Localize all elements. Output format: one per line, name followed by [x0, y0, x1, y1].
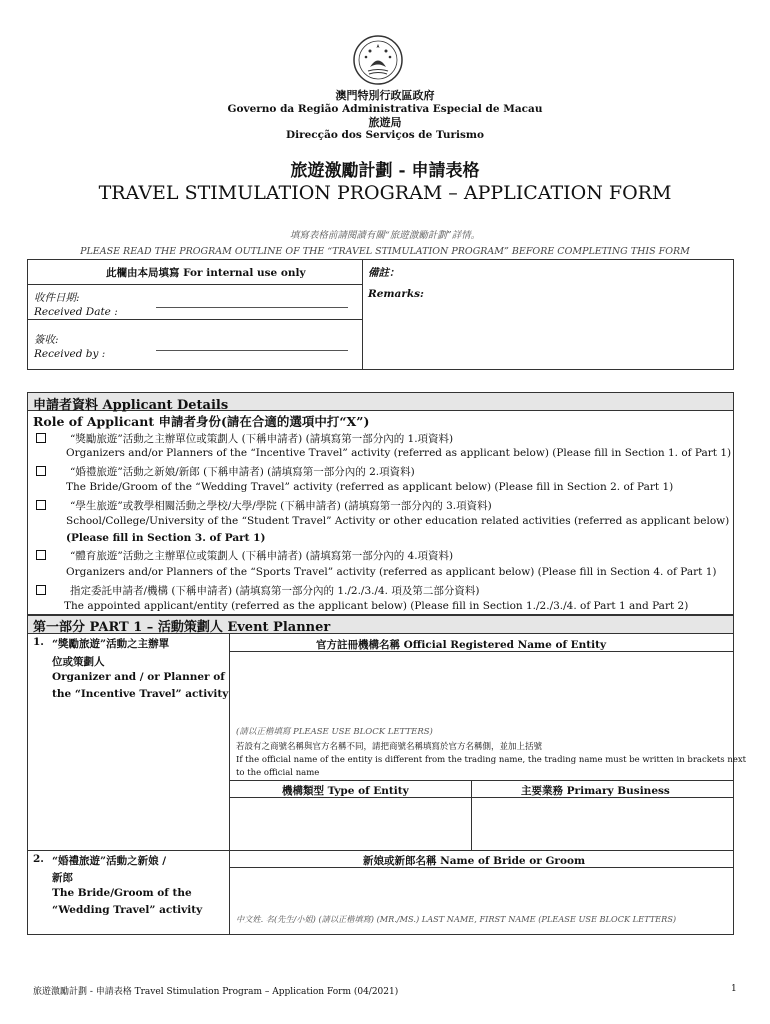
- title-en: TRAVEL STIMULATION PROGRAM – APPLICATION FORM: [98, 182, 672, 204]
- s2-name-hint: 中文姓. 名(先生/小姐) (請以正楷填寫) (MR./MS.) LAST NAME, FIRST NAME (PLEASE USE BLOCK LETTERS): [236, 914, 677, 924]
- notice-zh: 填寫表格前請閱讀有關“旅遊激勵計劃”詳情。: [289, 230, 481, 241]
- s2-num: 2.: [33, 853, 44, 865]
- s1-label-zh-2: 位或策劃人: [52, 656, 105, 668]
- received-by-field[interactable]: [156, 350, 348, 351]
- s2-label-zh-1: “婚禮旅遊”活動之新娘 /: [52, 855, 167, 867]
- s1-label-en-2: the “Incentive Travel” activity: [52, 688, 229, 700]
- dept-zh: 澳門特別行政區政府: [335, 89, 435, 102]
- bureau-pt: Direcção dos Serviços de Turismo: [285, 129, 485, 141]
- role-option-3-en: School/College/University of the “Student Travel” Activity or other education related activities (referred as applicant below): [66, 515, 730, 527]
- role-option-1-zh: “獎勵旅遊”活動之主辦單位或策劃人 (下稱申請者) (請填寫第一部分內的 1.項資料): [70, 433, 454, 445]
- macau-emblem: [352, 34, 404, 86]
- role-title: Role of Applicant 申請者身份(請在合適的選項中打“X”): [33, 414, 370, 429]
- s1-primary-business-field[interactable]: [473, 799, 732, 848]
- received-by-en: Received by :: [34, 348, 106, 360]
- applicant-section-title: 申請者資料 Applicant Details: [33, 398, 229, 413]
- internal-heading: 此欄由本局填寫 For internal use only: [106, 267, 306, 279]
- s1-trading-zh: 若設有之商號名稱與官方名稱不同，請把商號名稱填寫於官方名稱側，並加上括號: [236, 742, 543, 752]
- s1-official-name-field[interactable]: [232, 654, 732, 720]
- role-option-5-checkbox[interactable]: [36, 585, 46, 595]
- role-option-2-en: The Bride/Groom of the “Wedding Travel” activity (referred as applicant below) (Please fill in Section 2. of Part 1): [66, 481, 674, 493]
- role-option-3-en2: (Please fill in Section 3. of Part 1): [66, 532, 266, 544]
- role-option-4-en: Organizers and/or Planners of the “Sports Travel” activity (referred as applicant below) (Please fill in Section 4. of Part 1): [66, 566, 717, 578]
- s1-label-en-1: Organizer and / or Planner of: [52, 671, 225, 683]
- role-option-1-en: Organizers and/or Planners of the “Incentive Travel” activity (referred as applicant below) (Please fill in Section 1. of Part 1): [66, 447, 732, 459]
- notice-en: PLEASE READ THE PROGRAM OUTLINE OF THE “TRAVEL STIMULATION PROGRAM” BEFORE COMPLETING THIS FORM: [80, 246, 690, 257]
- received-date-zh: 收件日期:: [34, 292, 80, 304]
- role-option-1-checkbox[interactable]: [36, 433, 46, 443]
- s1-name-header: 官方註冊機構名稱 Official Registered Name of Entity: [316, 639, 607, 651]
- s1-trading-en-1: If the official name of the entity is different from the trading name, the trading name must be written in brackets next: [236, 755, 747, 765]
- s2-label-en-1: The Bride/Groom of the: [52, 887, 192, 899]
- s2-name-header: 新娘或新郎名稱 Name of Bride or Groom: [363, 855, 586, 867]
- s1-num: 1.: [33, 636, 44, 648]
- gov-pt: Governo da Região Administrativa Especial de Macau: [227, 103, 543, 115]
- s1-block-letters: (請以正楷填寫 PLEASE USE BLOCK LETTERS): [236, 727, 433, 737]
- page-number: 1: [731, 984, 737, 994]
- title-zh: 旅遊激勵計劃 - 申請表格: [290, 161, 480, 181]
- s1-label-zh-1: “獎勵旅遊”活動之主辦單: [52, 638, 170, 650]
- role-option-5-en: The appointed applicant/entity (referred as the applicant below) (Please fill in Section 1./2./3./4. of Part 1 and Part 2): [64, 600, 689, 612]
- remarks-zh: 備註：: [368, 267, 400, 279]
- remarks-en: Remarks:: [368, 288, 424, 300]
- s1-type-of-entity-field[interactable]: [231, 799, 469, 848]
- s1-business-header: 主要業務 Primary Business: [521, 785, 670, 797]
- role-option-3-zh: “學生旅遊”或教學相關活動之學校/大學/學院 (下稱申請者) (請填寫第一部分內的 3.項資料): [70, 500, 492, 512]
- role-option-2-checkbox[interactable]: [36, 466, 46, 476]
- role-option-5-zh: 指定委託申請者/機構 (下稱申請者) (請填寫第一部分內的 1./2./3./4. 項及第二部分資料): [70, 585, 480, 597]
- role-option-4-zh: “體育旅遊”活動之主辦單位或策劃人 (下稱申請者) (請填寫第一部分內的 4.項資料): [70, 550, 454, 562]
- role-option-4-checkbox[interactable]: [36, 550, 46, 560]
- s1-trading-en-2: to the official name: [236, 768, 320, 778]
- received-date-en: Received Date :: [34, 306, 118, 318]
- role-option-2-zh: “婚禮旅遊”活動之新娘/新郎 (下稱申請者) (請填寫第一部分內的 2.項資料): [70, 466, 415, 478]
- received-by-zh: 簽收:: [34, 334, 59, 346]
- part1-title: 第一部分 PART 1 – 活動策劃人 Event Planner: [33, 620, 331, 635]
- role-option-3-checkbox[interactable]: [36, 500, 46, 510]
- s1-type-header: 機構類型 Type of Entity: [282, 785, 409, 797]
- s2-name-field[interactable]: [232, 870, 732, 910]
- bureau-zh: 旅遊局: [368, 116, 402, 129]
- s2-label-zh-2: 新郎: [52, 872, 73, 884]
- received-date-field[interactable]: [156, 307, 348, 308]
- footer-left: 旅遊激勵計劃 - 申請表格 Travel Stimulation Program – Application Form (04/2021): [33, 987, 399, 997]
- s2-label-en-2: “Wedding Travel” activity: [52, 904, 203, 916]
